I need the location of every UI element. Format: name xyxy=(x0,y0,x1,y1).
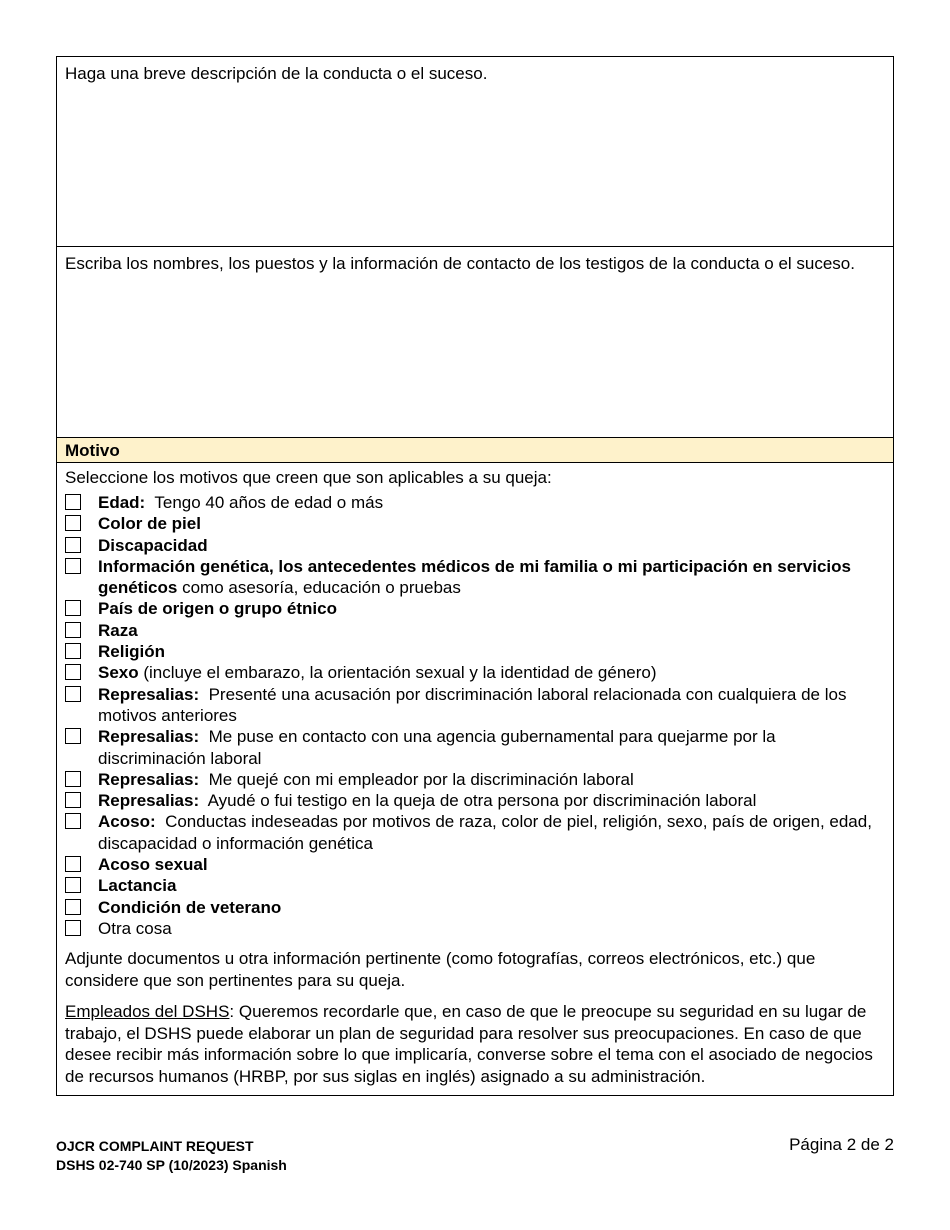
reason-label-bold: Religión xyxy=(98,642,166,662)
footer-form-info xyxy=(56,1137,287,1175)
reason-checkbox[interactable] xyxy=(65,622,81,638)
reason-item xyxy=(65,875,885,896)
reason-label-text: Otra cosa xyxy=(98,918,172,938)
reason-checkbox[interactable] xyxy=(65,537,81,553)
reason-label-text: como asesoría, educación o pruebas xyxy=(177,578,461,598)
reason-checkbox[interactable] xyxy=(65,600,81,616)
reason-item xyxy=(65,811,885,854)
reason-item xyxy=(65,535,885,556)
reason-label-bold: Edad: xyxy=(98,493,146,512)
reason-checkbox[interactable] xyxy=(65,643,81,659)
form-code: DSHS 02-740 SP (10/2023) Spanish xyxy=(56,1157,287,1173)
reason-label xyxy=(98,492,885,513)
form-title: OJCR COMPLAINT REQUEST xyxy=(56,1138,254,1154)
reason-item xyxy=(65,726,885,769)
reason-item xyxy=(65,769,885,790)
reason-label-bold: País de origen o grupo étnico xyxy=(98,599,337,619)
witnesses-prompt: Escriba los nombres, los puestos y la información de contacto de los testigos de la conducta o el suceso. xyxy=(65,254,855,273)
reason-label-bold: Sexo xyxy=(98,663,139,683)
description-prompt: Haga una breve descripción de la conducta o el suceso. xyxy=(65,64,488,83)
reason-label-bold: Represalias: xyxy=(98,684,200,704)
reason-checkbox[interactable] xyxy=(65,664,81,680)
reason-label-bold: Acoso: xyxy=(98,812,156,832)
reason-label xyxy=(98,684,885,727)
reason-item xyxy=(65,790,885,811)
reason-checkbox[interactable] xyxy=(65,771,81,787)
reason-label-bold: Color de piel xyxy=(98,514,201,534)
reason-checkbox[interactable] xyxy=(65,877,81,893)
reason-label-bold: Información genética, los antecedentes médicos de mi familia o mi participación en servicios genéticos xyxy=(98,556,851,598)
attach-note: Adjunte documentos u otra información pertinente (como fotografías, correos electrónicos, etc.) que considere que son pertinentes para su queja. xyxy=(65,949,816,990)
reason-checkbox[interactable] xyxy=(65,728,81,744)
reason-checkbox[interactable] xyxy=(65,494,81,510)
reason-checkbox[interactable] xyxy=(65,920,81,936)
page-number: Página 2 de 2 xyxy=(789,1135,894,1154)
reason-item xyxy=(65,620,885,641)
reason-label-bold: Represalias: xyxy=(98,727,200,747)
reason-item xyxy=(65,641,885,662)
reason-item xyxy=(65,513,885,534)
reason-item xyxy=(65,556,885,599)
reason-label xyxy=(98,535,885,556)
employees-label: Empleados del DSHS xyxy=(65,1002,230,1022)
reason-item xyxy=(65,854,885,875)
reason-label xyxy=(98,790,885,811)
reason-item xyxy=(65,492,885,513)
reason-label-text: Tengo 40 años de edad o más xyxy=(145,493,384,512)
reasons-intro: Seleccione los motivos que creen que son aplicables a su queja: xyxy=(65,468,552,487)
reason-item xyxy=(65,897,885,918)
complaint-form xyxy=(56,56,894,1096)
reason-label xyxy=(98,662,885,683)
reason-item xyxy=(65,598,885,619)
reason-label-text: Conductas indeseadas por motivos de raza, color de piel, religión, sexo, país de origen, edad, discapacidad o información genética xyxy=(98,812,877,853)
reason-label-text: Presenté una acusación por discriminación laboral relacionada con cualquiera de los motivos anteriores xyxy=(98,684,852,725)
reason-label-bold: Discapacidad xyxy=(98,535,208,555)
reason-label xyxy=(98,513,885,534)
reason-label xyxy=(98,598,885,619)
reason-label xyxy=(98,641,885,662)
reason-label-text: Me puse en contacto con una agencia gubernamental para quejarme por la discriminación laboral xyxy=(98,727,781,768)
reason-label xyxy=(98,620,885,641)
reason-item xyxy=(65,662,885,683)
reason-label xyxy=(98,811,885,854)
reason-checkbox[interactable] xyxy=(65,792,81,808)
reason-checkbox[interactable] xyxy=(65,856,81,872)
reason-item xyxy=(65,684,885,727)
reason-label xyxy=(98,556,885,599)
reason-list xyxy=(65,492,885,939)
employees-note xyxy=(65,1001,885,1087)
reasons-section xyxy=(57,463,893,1095)
reason-checkbox[interactable] xyxy=(65,515,81,531)
reason-label xyxy=(98,897,885,918)
reason-label-text: (incluye el embarazo, la orientación sexual y la identidad de género) xyxy=(138,663,657,683)
reason-label xyxy=(98,918,885,939)
reason-label xyxy=(98,769,885,790)
reason-item xyxy=(65,918,885,939)
reason-label xyxy=(98,875,885,896)
reason-label-bold: Raza xyxy=(98,620,138,640)
reason-checkbox[interactable] xyxy=(65,813,81,829)
reason-label-text: Me quejé con mi empleador por la discriminación laboral xyxy=(199,769,634,789)
motivo-header: Motivo xyxy=(57,438,893,463)
witnesses-field[interactable] xyxy=(57,247,893,438)
reason-label xyxy=(98,854,885,875)
reason-label-bold: Represalias: xyxy=(98,791,200,811)
reason-label-bold: Condición de veterano xyxy=(98,897,282,917)
description-field[interactable] xyxy=(57,57,893,247)
employees-text: : Queremos recordarle que, en caso de que le preocupe su seguridad en su lugar de trabajo, el DSHS puede elaborar un plan de seguridad para resolver sus preocupaciones. En caso de que desee recibir más información sobre lo que implicaría, converse sobre el tema con el asociado de negocios de recursos humanos (HRBP, por sus siglas en inglés) asignado a su administración. xyxy=(65,1002,873,1086)
reason-checkbox[interactable] xyxy=(65,558,81,574)
reason-checkbox[interactable] xyxy=(65,899,81,915)
reason-label-bold: Lactancia xyxy=(98,876,177,896)
reason-label-bold: Acoso sexual xyxy=(98,855,208,875)
reason-label-bold: Represalias: xyxy=(98,769,200,789)
reason-label-text: Ayudé o fui testigo en la queja de otra persona por discriminación laboral xyxy=(199,791,757,811)
reason-label xyxy=(98,726,885,769)
reason-checkbox[interactable] xyxy=(65,686,81,702)
